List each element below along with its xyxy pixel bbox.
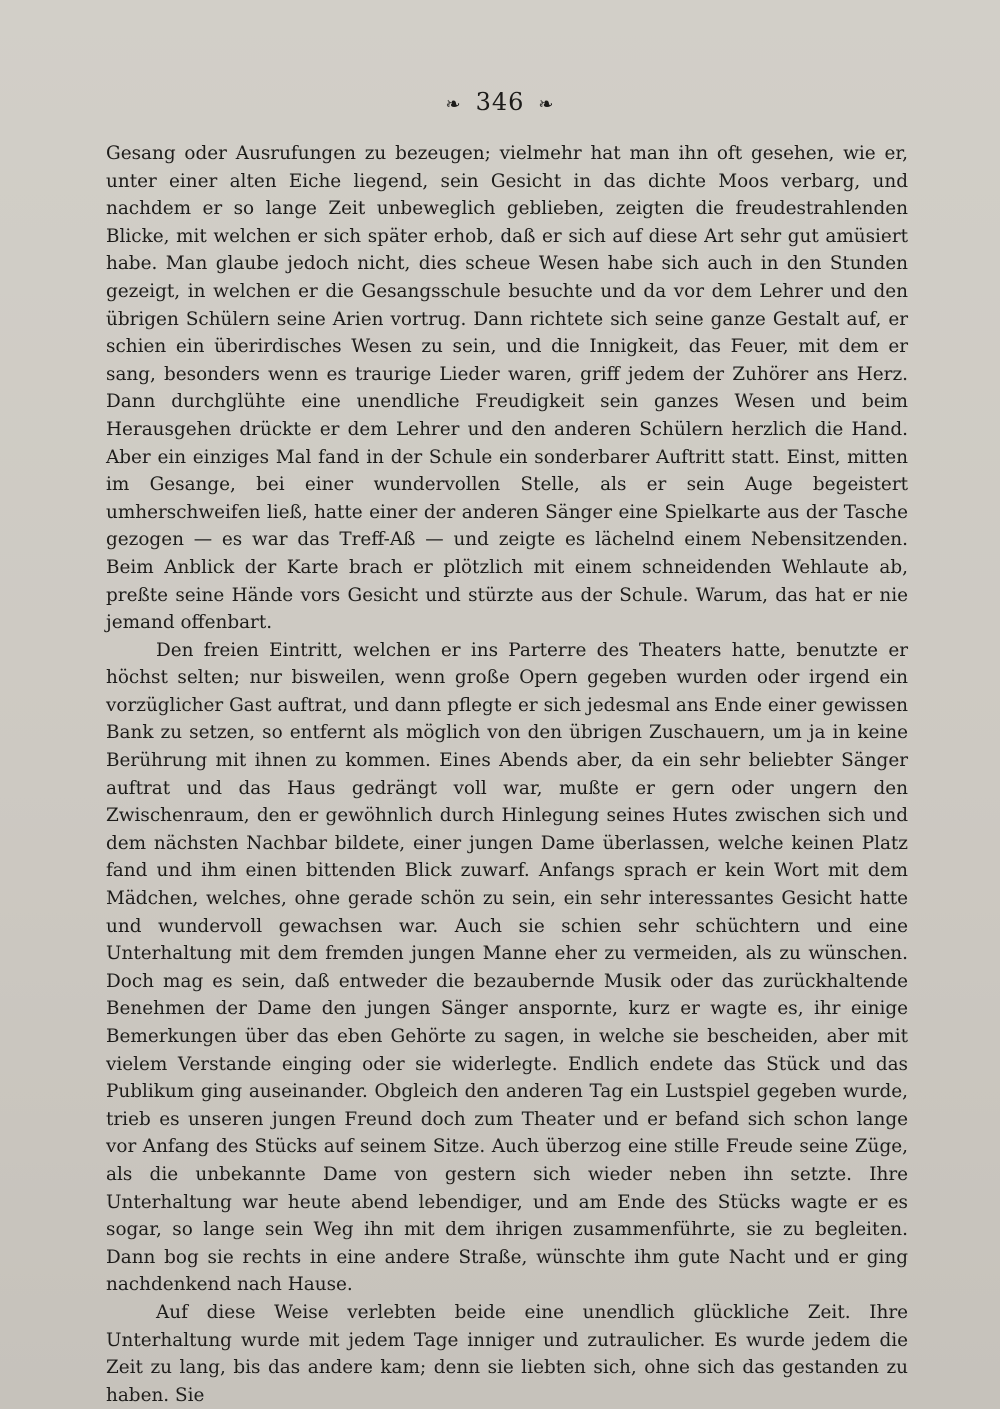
ornament-right-icon: ❧: [538, 94, 555, 115]
page-header: [0, 88, 1000, 116]
paragraph: Auf diese Weise verlebten beide eine unendlich glückliche Zeit. Ihre Unterhaltung wurde mit jedem Tage inniger und zutraulicher. Es wurde jedem die Zeit zu lang, bis das andere kam; denn sie liebten sich, ohne sich das gestanden zu haben. Sie: [106, 1301, 908, 1406]
ornament-left-icon: ❧: [445, 94, 462, 115]
page-number: 346: [475, 88, 525, 116]
paragraph: Den freien Eintritt, welchen er ins Parterre des Theaters hatte, benutzte er höchst selten; nur bisweilen, wenn große Opern gegeben wurden oder irgend ein vorzüglicher Gast auftrat, und dann pflegte er sich jedesmal ans Ende einer gewissen Bank zu setzen, so entfernt als möglich von den übrigen Zuschauern, um ja in keine Berührung mit ihnen zu kommen. Eines Abends aber, da ein sehr beliebter Sänger auftrat und das Haus gedrängt voll war, mußte er gern oder ungern den Zwischenraum, den er gewöhnlich durch Hinlegung seines Hutes zwischen sich und dem nächsten Nachbar bildete, einer jungen Dame überlassen, welche keinen Platz fand und ihm einen bittenden Blick zuwarf. Anfangs sprach er kein Wort mit dem Mädchen, welches, ohne gerade schön zu sein, ein sehr interessantes Gesicht hatte und wundervoll gewachsen war. Auch sie schien sehr schüchtern und eine Unterhaltung mit dem fremden jungen Manne eher zu vermeiden, als zu wünschen. Doch mag es sein, daß entweder die bezaubernde Musik oder das zurückhaltende Benehmen der Dame den jungen Sänger anspornte, kurz er wagte es, ihr einige Bemerkungen über das eben Gehörte zu sagen, in welche sie bescheiden, aber mit vielem Verstande einging oder sie widerlegte. Endlich endete das Stück und das Publikum ging auseinander. Obgleich den anderen Tag ein Lustspiel gegeben wurde, trieb es unseren jungen Freund doch zum Theater und er befand sich schon lange vor Anfang des Stücks auf seinem Sitze. Auch überzog eine stille Freude seine Züge, als die unbekannte Dame von gestern sich wieder neben ihn setzte. Ihre Unterhaltung war heute abend lebendiger, und am Ende des Stücks wagte er es sogar, so lange sein Weg ihn mit dem ihrigen zusammenführte, sie zu begleiten. Dann bog sie rechts in eine andere Straße, wünschte ihm gute Nacht und er ging nachdenkend nach Hause.: [106, 639, 908, 1296]
page-body: [106, 140, 908, 1409]
paragraph: Gesang oder Ausrufungen zu bezeugen; vielmehr hat man ihn oft gesehen, wie er, unter einer alten Eiche liegend, sein Gesicht in das dichte Moos verbarg, und nachdem er so lange Zeit unbeweglich geblieben, zeigten die freudestrahlenden Blicke, mit welchen er sich später erhob, daß er sich auf diese Art sehr gut amüsiert habe. Man glaube jedoch nicht, dies scheue Wesen habe sich auch in den Stunden gezeigt, in welchen er die Gesangsschule besuchte und da vor dem Lehrer und den übrigen Schülern seine Arien vortrug. Dann richtete sich seine ganze Gestalt auf, er schien ein überirdisches Wesen zu sein, und die Innigkeit, das Feuer, mit dem er sang, besonders wenn es traurige Lieder waren, griff jedem der Zuhörer ans Herz. Dann durchglühte eine unendliche Freudigkeit sein ganzes Wesen und beim Herausgehen drückte er dem Lehrer und den anderen Schülern herzlich die Hand. Aber ein einziges Mal fand in der Schule ein sonderbarer Auftritt statt. Einst, mitten im Gesange, bei einer wundervollen Stelle, als er sein Auge begeistert umherschweifen ließ, hatte einer der anderen Sänger eine Spielkarte aus der Tasche gezogen — es war das Treff-Aß — und zeigte es lächelnd einem Nebensitzenden. Beim Anblick der Karte brach er plötzlich mit einem schneidenden Wehlaute ab, preßte seine Hände vors Gesicht und stürzte aus der Schule. Warum, das hat er nie jemand offenbart.: [106, 143, 908, 634]
